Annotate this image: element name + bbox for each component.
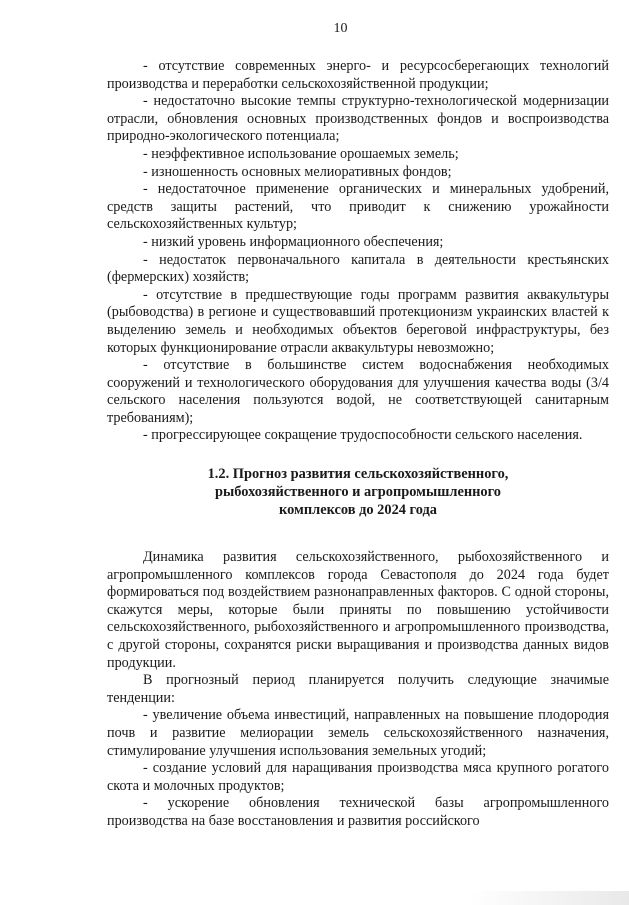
list-item: - увеличение объема инвестиций, направленных на повышение плодородия почв и развитие мелиорации земель сельскохозяйственного назначения, стимулирование улучшения использования земельных угодий; <box>107 707 609 759</box>
section-heading-line: 1.2. Прогноз развития сельскохозяйственного, <box>207 466 509 483</box>
trends-intro-paragraph: В прогнозный период планируется получить следующие значимые тенденции: <box>107 672 609 706</box>
list-item: - низкий уровень информационного обеспечения; <box>143 233 444 250</box>
intro-paragraph: Динамика развития сельскохозяйственного, рыбохозяйственного и агропромышленного комплексов города Севастополя до 2024 года будет формироваться под воздействием разнонаправленных факторов. С одной стороны, скажутся меры, которые были приняты по повышению устойчивости сельскохозяйственного, рыбохозяйственного и агропромышленного производства, с другой стороны, сохранятся риски выращивания и производства данных видов продукции. <box>107 549 609 671</box>
list-item: - отсутствие в большинстве систем водоснабжения необходимых сооружений и технологического оборудования для улучшения качества воды (3/4 сельского населения пользуются водой, не соответствующей санитарным требованиям); <box>107 357 609 426</box>
list-item: - изношенность основных мелиоративных фондов; <box>143 163 452 180</box>
section-heading-line: рыбохозяйственного и агропромышленного <box>215 484 501 501</box>
scan-shadow <box>469 891 629 905</box>
document-body <box>107 58 609 831</box>
section-heading <box>107 465 609 519</box>
list-item: - ускорение обновления технической базы агропромышленного производства на базе восстановления и развития российского <box>107 795 609 829</box>
list-item: - недостаточно высокие темпы структурно-технологической модернизации отрасли, обновления основных производственных фондов и воспроизводства природно-экологического потенциала; <box>107 93 609 145</box>
list-item: - отсутствие в предшествующие годы программ развития аквакультуры (рыбоводства) в регионе и существовавший протекционизм украинских властей к выделению земель и необходимых объектов береговой инфраструктуры, без которых функционирование отрасли аквакультуры невозможно; <box>107 286 609 356</box>
list-item: - неэффективное использование орошаемых земель; <box>143 145 459 162</box>
list-item: - недостаток первоначального капитала в деятельности крестьянских (фермерских) хозяйств; <box>107 251 609 286</box>
list-item: - отсутствие современных энерго- и ресурсосберегающих технологий производства и переработки сельскохозяйственной продукции; <box>107 58 609 92</box>
list-item: - создание условий для наращивания производства мяса крупного рогатого скота и молочных продуктов; <box>107 760 609 794</box>
list-item: - недостаточное применение органических и минеральных удобрений, средств защиты растений, что приводит к снижению урожайности сельскохозяйственных культур; <box>107 181 609 233</box>
page-number: 10 <box>333 21 348 36</box>
section-heading-line: комплексов до 2024 года <box>279 502 437 519</box>
list-item: - прогрессирующее сокращение трудоспособности сельского населения. <box>143 427 583 444</box>
